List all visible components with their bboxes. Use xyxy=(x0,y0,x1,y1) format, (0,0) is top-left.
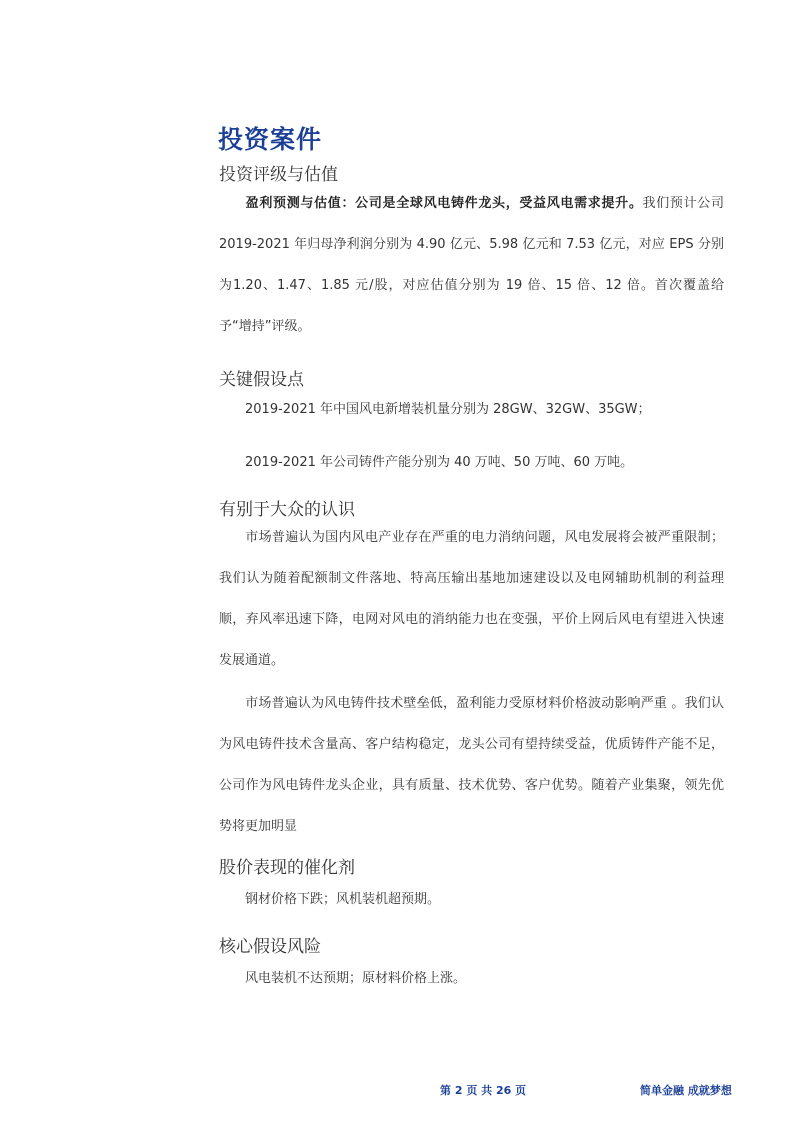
footer-slogan: 简单金融 成就梦想 xyxy=(640,1084,732,1097)
section-heading-rating: 投资评级与估值 xyxy=(219,165,338,185)
rating-lead: 盈利预测与估值：公司是全球风电铸件龙头，受益风电需求提升。 xyxy=(245,196,643,211)
section-heading-catalysts: 股价表现的催化剂 xyxy=(219,858,355,878)
risks-text: 风电装机不达预期；原材料价格上涨。 xyxy=(245,971,467,986)
section-heading-assumptions: 关键假设点 xyxy=(219,370,304,390)
section-heading-differences: 有别于大众的认识 xyxy=(219,500,355,520)
rating-paragraph xyxy=(219,183,724,347)
page-title: 投资案件 xyxy=(218,125,323,154)
differences-paragraph-2: 市场普遍认为风电铸件技术壁垒低，盈利能力受原材料价格波动影响严重 。我们认为风电铸件技术含量高、客户结构稳定，龙头公司有望持续受益，优质铸件产能不足，公司作为风电铸件龙头企业，具有质量、技术优势、客户优势。随着产业集聚，领先优势将更加明显 xyxy=(219,696,724,834)
rating-text: 我们预计公司2019-2021 年归母净利润分别为 4.90 亿元、5.98 亿元和 7.53 亿元，对应 EPS 分别为1.20、1.47、1.85 元/股，对应估值分别为 19 倍、15 倍、12 倍。首次覆盖给予“增持”评级。 xyxy=(219,196,724,334)
assumption-item: 2019-2021 年中国风电新增装机量分别为 28GW、32GW、35GW； xyxy=(245,402,651,417)
assumption-item: 2019-2021 年公司铸件产能分别为 40 万吨、50 万吨、60 万吨。 xyxy=(245,455,634,470)
section-heading-risks: 核心假设风险 xyxy=(219,937,321,957)
catalysts-text: 钢材价格下跌；风机装机超预期。 xyxy=(245,892,441,907)
differences-paragraph-1: 市场普遍认为国内风电产业存在严重的电力消纳问题，风电发展将会被严重限制；我们认为随着配额制文件落地、特高压输出基地加速建设以及电网辅助机制的利益理顺，弃风率迅速下降，电网对风电的消纳能力也在变强，平价上网后风电有望进入快速发展通道。 xyxy=(219,530,724,668)
page-number: 第 2 页 共 26 页 xyxy=(440,1084,527,1097)
